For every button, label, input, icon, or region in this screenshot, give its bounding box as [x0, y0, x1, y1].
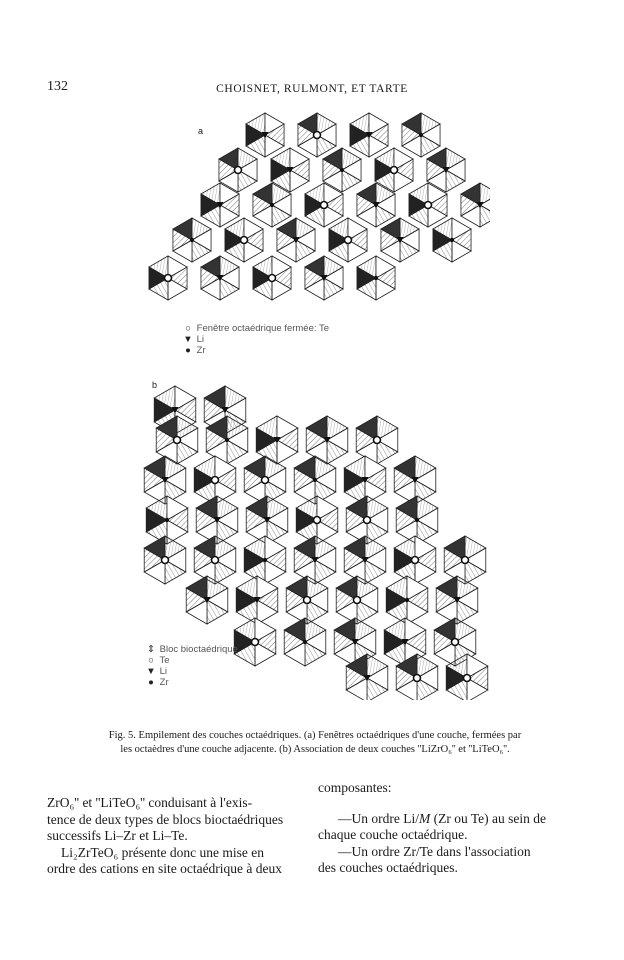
te-marker — [262, 477, 269, 484]
te-marker — [321, 202, 328, 209]
text-fragment: —Un ordre Li/ — [338, 810, 419, 826]
legend-label: Li — [159, 666, 168, 677]
te-marker — [304, 597, 311, 604]
figure-caption — [60, 729, 570, 756]
down-triangle-icon: ▼ — [183, 334, 193, 345]
figure-a-octahedra-drawing — [130, 110, 490, 320]
figure-b-legend-li — [145, 666, 238, 677]
figure-a-legend-zr — [182, 345, 329, 356]
body-column-right — [318, 780, 576, 877]
te-marker — [269, 275, 276, 282]
te-marker — [391, 167, 398, 174]
text-line: des couches octaédriques. — [318, 860, 458, 875]
zr-marker — [374, 276, 378, 280]
figure-b-legend-bloc — [145, 644, 238, 655]
body-column-left — [47, 795, 305, 878]
open-circle-icon: ○ — [148, 655, 154, 666]
zr-marker — [190, 238, 194, 242]
text-line: chaque couche octaédrique. — [318, 827, 468, 842]
filled-circle-icon: ● — [185, 345, 191, 356]
text-line: —Un ordre Zr/Te dans l'association — [338, 843, 531, 859]
figure-b-legend-zr — [145, 677, 238, 688]
text-line: tence de deux types de blocs bioctaédriques — [47, 811, 284, 827]
zr-marker — [419, 133, 423, 137]
figure-b-legend — [145, 644, 238, 688]
te-marker — [462, 557, 469, 564]
te-marker — [364, 517, 371, 524]
te-marker — [162, 557, 169, 564]
text-line: composantes: — [318, 780, 392, 795]
figure-b-legend-te — [145, 655, 238, 666]
te-marker — [235, 167, 242, 174]
zr-marker — [165, 518, 169, 522]
page-number: 132 — [47, 79, 68, 94]
text-line — [318, 811, 576, 828]
te-marker — [174, 437, 181, 444]
zr-marker — [405, 598, 409, 602]
te-marker — [452, 639, 459, 646]
te-marker — [212, 557, 219, 564]
zr-marker — [450, 238, 454, 242]
zr-marker — [303, 640, 307, 644]
double-arrow-icon: ⇕ — [147, 644, 155, 655]
figure-a-legend-te — [182, 323, 329, 334]
caption-line-2: les octaèdres d'une couche adjacente. (b) Association de deux couches ''LiZrO₆'' et ''LiTeO₆''. — [120, 743, 510, 755]
legend-label: Zr — [159, 677, 169, 688]
figure-a-octahedra — [149, 113, 490, 300]
figure-b-panel-label: b — [152, 380, 158, 390]
figure-a-legend — [182, 323, 329, 356]
zr-marker — [340, 168, 344, 172]
te-marker — [212, 477, 219, 484]
te-marker — [464, 675, 471, 682]
legend-label: Te — [159, 655, 170, 666]
figure-a-legend-li — [182, 334, 329, 345]
text-line: Li₂ZrTeO₆ présente donc une mise en — [61, 844, 265, 860]
text-line: ZrO₆'' et ''LiTeO₆'' conduisant à l'exis- — [47, 795, 253, 810]
figure-a-panel-label: a — [198, 126, 204, 136]
legend-label: Li — [196, 334, 205, 345]
down-triangle-icon: ▼ — [146, 666, 156, 677]
legend-label: Fenêtre octaédrique fermée: Te — [196, 323, 330, 334]
te-marker — [374, 437, 381, 444]
te-marker — [165, 275, 172, 282]
zr-marker — [263, 558, 267, 562]
text-fragment: (Zr ou Te) au sein de — [430, 810, 546, 826]
te-marker — [425, 202, 432, 209]
te-marker — [252, 639, 259, 646]
zr-marker — [270, 203, 274, 207]
zr-marker — [225, 438, 229, 442]
te-marker — [412, 557, 419, 564]
te-marker — [314, 517, 321, 524]
legend-label: Zr — [196, 345, 206, 356]
caption-fig-label: Fig. 5. — [108, 730, 136, 741]
filled-circle-icon: ● — [148, 677, 154, 688]
te-marker — [354, 597, 361, 604]
text-fragment: M — [418, 810, 431, 826]
caption-line-1 — [60, 729, 570, 743]
running-head: CHOISNET, RULMONT, ET TARTE — [216, 83, 408, 95]
open-circle-icon: ○ — [185, 323, 191, 334]
text-line: successifs Li–Zr et Li–Te. — [47, 828, 188, 843]
zr-marker — [415, 518, 419, 522]
legend-label: Bloc bioctaédrique — [159, 644, 238, 655]
te-marker — [241, 237, 248, 244]
zr-marker — [313, 478, 317, 482]
caption-text: Empilement des couches octaédriques. (a) Fenêtres octaédriques d'une couche, fermées par — [138, 730, 522, 741]
te-marker — [345, 237, 352, 244]
te-marker — [414, 675, 421, 682]
te-marker — [314, 132, 321, 139]
text-line: ordre des cations en site octaédrique à deux — [47, 861, 283, 876]
